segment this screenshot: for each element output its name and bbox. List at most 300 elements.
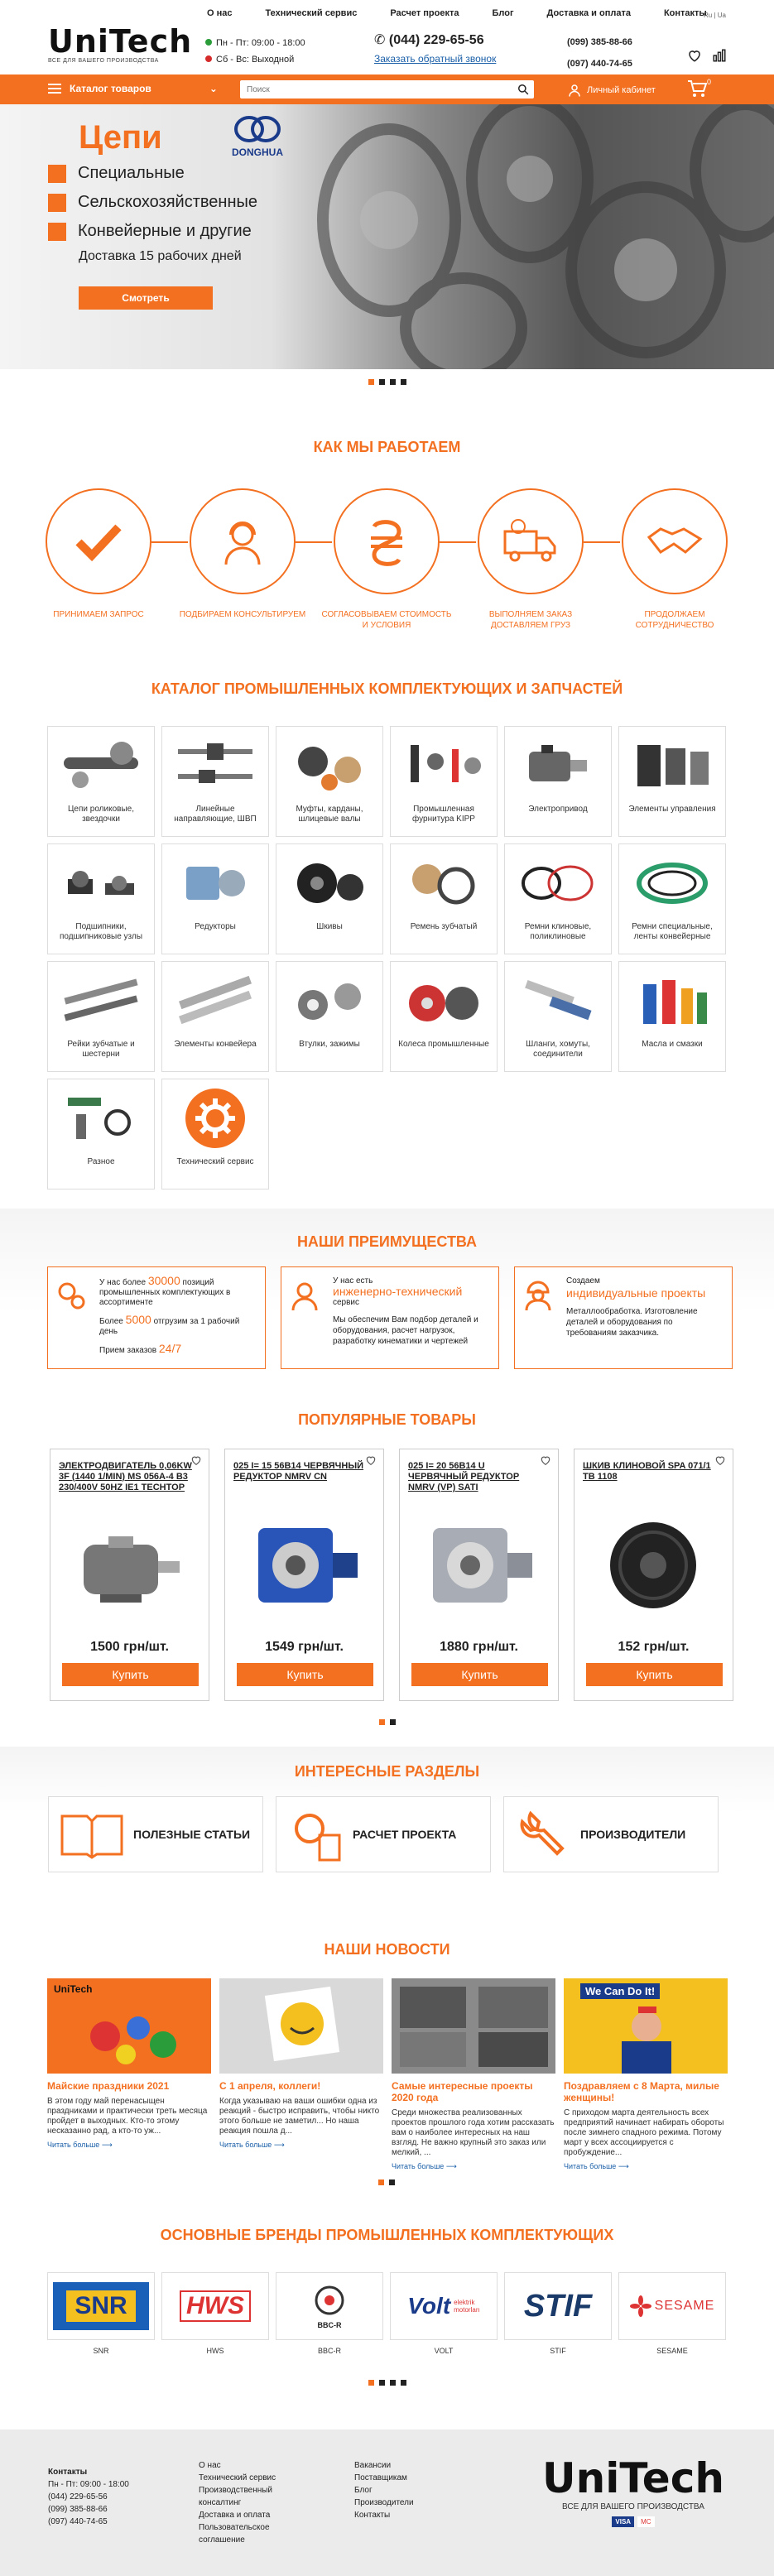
carousel-dot[interactable] [390, 379, 396, 385]
catalog-image [512, 849, 603, 917]
advantage-card [514, 1266, 733, 1369]
catalog-menu-button[interactable] [48, 83, 218, 94]
product-image [242, 1511, 366, 1619]
news-excerpt: В этом году май перенасыщен праздниками и практически треть месяца пройдет в выходных. Кто-то этому несказанно рад, а кто-то уж... [47, 2097, 208, 2136]
catalog-label: Колеса промышленные [398, 1040, 489, 1049]
user-icon [567, 83, 582, 98]
adv-text: позиций промышленных комплектующих в ассортименте [99, 1278, 231, 1307]
product-price: 152 грн/шт. [618, 1640, 690, 1654]
cart-count-badge: 0 [707, 78, 712, 86]
catalog-label: Элементы конвейера [174, 1040, 257, 1049]
carousel-dot[interactable] [401, 2380, 406, 2386]
how-title: КАК МЫ РАБОТАЕМ [313, 439, 461, 455]
carousel-dot[interactable] [390, 1719, 396, 1725]
catalog-image [55, 1084, 147, 1152]
payment-icons [542, 2516, 724, 2527]
sesame-flower-icon [630, 2295, 651, 2317]
steps-row [46, 488, 733, 630]
footer-logo[interactable] [542, 2454, 724, 2527]
mastercard-icon [637, 2516, 654, 2527]
catalog-image [627, 732, 718, 800]
read-more-link[interactable] [564, 2162, 629, 2170]
news-image[interactable] [47, 1978, 211, 2074]
news-image[interactable] [392, 1978, 555, 2074]
brand-card[interactable] [504, 2272, 612, 2355]
catalog-label: Редукторы [195, 922, 236, 931]
nav-blog[interactable]: Блог [492, 8, 514, 18]
compare-chart-icon[interactable] [712, 48, 727, 63]
arrow-right-icon: ⟶ [101, 2141, 113, 2149]
footer-link[interactable]: Контакты [354, 2511, 391, 2520]
catalog-image [170, 1084, 261, 1152]
catalog-image [55, 967, 147, 1035]
carousel-dot[interactable] [379, 1719, 385, 1725]
alt-phone-1[interactable]: (099) 385-88-66 [567, 37, 632, 47]
step-label: ВЫПОЛНЯЕМ ЗАКАЗ ДОСТАВЛЯЕМ ГРУЗ [488, 610, 573, 630]
news-headline[interactable]: Поздравляем с 8 Марта, милые женщины! [564, 2080, 719, 2103]
catalog-image [170, 732, 261, 800]
adv-text: У нас есть [333, 1276, 373, 1286]
catalog-image [55, 732, 147, 800]
footer-link[interactable]: Вакансии [354, 2461, 392, 2470]
brand-card[interactable] [161, 2272, 269, 2355]
search-icon[interactable] [517, 84, 529, 95]
adv-text: сервис [333, 1298, 360, 1307]
catalog-card[interactable] [504, 726, 612, 837]
hero-list-text: Конвейерные и другие [78, 222, 252, 240]
nav-tech-service[interactable]: Технический сервис [265, 8, 358, 18]
catalog-card[interactable] [47, 961, 155, 1072]
logo[interactable] [48, 23, 192, 64]
hero-list-item [48, 164, 257, 183]
footer [0, 2429, 774, 2576]
product-card [399, 1449, 559, 1701]
popular-title: ПОПУЛЯРНЫЕ ТОВАРЫ [298, 1411, 476, 1428]
catalog-card[interactable] [47, 843, 155, 954]
catalog-image [170, 849, 261, 917]
catalog-card[interactable] [504, 961, 612, 1072]
hero-title: Цепи [79, 119, 162, 156]
catalog-card[interactable] [504, 843, 612, 954]
brand-name: HWS [206, 2347, 224, 2355]
bullet-square-icon [48, 165, 66, 183]
adv-text: У нас более [99, 1278, 147, 1287]
news-title: НАШИ НОВОСТИ [324, 1941, 450, 1958]
catalog-grid [47, 726, 726, 1189]
calculator-gear-icon [286, 1805, 344, 1863]
work-hours [205, 35, 305, 68]
footer-phone[interactable]: (044) 229-65-56 [48, 2492, 108, 2502]
interesting-section [0, 1747, 774, 1879]
cart-button[interactable] [687, 78, 712, 102]
search-input[interactable] [240, 80, 505, 99]
news-row [47, 1978, 728, 2173]
footer-links-1 [199, 2459, 306, 2546]
bullet-square-icon [48, 194, 66, 212]
product-title[interactable]: ЭЛЕКТРОДВИГАТЕЛЬ 0,06KW 3F (1440 1/MIN) MS 056A-4 B3 230/400V 50HZ IE1 TECHTOP [59, 1461, 192, 1492]
catalog-card[interactable] [276, 726, 383, 837]
catalog-card[interactable] [618, 843, 726, 954]
product-image [67, 1511, 191, 1619]
brand-name: SNR [93, 2347, 109, 2355]
popular-section [0, 1411, 774, 1681]
account-link[interactable] [567, 83, 656, 98]
catalog-menu-label: Каталог товаров [70, 83, 151, 94]
adv-text: Прием заказов [99, 1346, 157, 1355]
brand-card[interactable] [276, 2272, 383, 2355]
brands-section [0, 2227, 774, 2355]
brand-logo-text: STIF [523, 2288, 593, 2324]
hero-list-item [48, 222, 257, 241]
adv-text: Создаем [566, 1276, 600, 1286]
consultant-headset-icon [216, 515, 269, 568]
hero-brand [232, 114, 283, 158]
catalog-label: Шкивы [316, 922, 343, 931]
carousel-dot[interactable] [379, 379, 385, 385]
brands-title: ОСНОВНЫЕ БРЕНДЫ ПРОМЫШЛЕННЫХ КОМПЛЕКТУЮЩИХ [160, 2227, 614, 2243]
buy-button[interactable]: Купить [62, 1663, 199, 1686]
tile-label: ПРОИЗВОДИТЕЛИ [580, 1828, 686, 1841]
arrow-line [151, 541, 188, 543]
brand-logo [47, 2272, 155, 2340]
brand-logo-text: BBC-R [317, 2320, 342, 2329]
catalog-image [170, 967, 261, 1035]
gears-icon [55, 1279, 88, 1312]
step-3-circle [334, 488, 440, 594]
delivery-truck-icon [502, 517, 560, 566]
catalog-card[interactable] [390, 843, 498, 954]
catalog-card[interactable] [161, 961, 269, 1072]
mastercard-label: MC [641, 2518, 651, 2526]
read-more-text: Читать больше [392, 2162, 445, 2170]
cart-icon [687, 79, 707, 98]
manufacturers-tile[interactable] [503, 1796, 719, 1872]
catalog-label: Элементы управления [628, 805, 716, 814]
product-image [416, 1511, 541, 1619]
main-phone-number: (044) 229-65-56 [388, 33, 484, 47]
news-headline[interactable]: Самые интересные проекты 2020 года [392, 2080, 533, 2103]
product-card [50, 1449, 209, 1701]
hamburger-icon [48, 84, 61, 94]
interesting-row [48, 1796, 719, 1872]
product-card [574, 1449, 733, 1701]
tile-label: РАСЧЕТ ПРОЕКТА [353, 1828, 457, 1841]
arrow-right-icon: ⟶ [618, 2162, 629, 2170]
catalog-label: Ремни специальные, ленты конвейерные [632, 922, 713, 941]
brand-name: BBC-R [317, 2347, 341, 2355]
search-box [240, 80, 534, 99]
catalog-card[interactable] [161, 726, 269, 837]
advantage-card [281, 1266, 499, 1369]
tile-label: ПОЛЕЗНЫЕ СТАТЬИ [133, 1828, 251, 1841]
catalog-label: Втулки, зажимы [299, 1040, 360, 1049]
news-headline[interactable]: Майские праздники 2021 [47, 2080, 170, 2092]
product-price: 1500 грн/шт. [90, 1640, 169, 1654]
news-image-caption: We Can Do It! [580, 1983, 660, 1999]
donghua-logo-icon [233, 114, 282, 144]
read-more-link[interactable] [392, 2162, 457, 2170]
read-more-text: Читать больше [219, 2141, 272, 2149]
carousel-dot[interactable] [389, 2180, 395, 2185]
advantages-title: НАШИ ПРЕИМУЩЕСТВА [296, 1233, 478, 1250]
brands-carousel-dots [0, 2380, 774, 2386]
carousel-dot[interactable] [378, 2180, 384, 2185]
news-section [0, 1941, 774, 2170]
product-price: 1880 грн/шт. [440, 1640, 518, 1654]
catalog-title: КАТАЛОГ ПРОМЫШЛЕННЫХ КОМПЛЕКТУЮЩИХ И ЗАПЧАСТЕЙ [151, 680, 623, 697]
product-title[interactable]: 025 I= 20 56B14 U ЧЕРВЯЧНЫЙ РЕДУКТОР NMRV (VP) SATI [408, 1461, 520, 1492]
gear-icon [184, 1087, 247, 1150]
catalog-card[interactable] [618, 726, 726, 837]
news-card [47, 1978, 211, 2173]
step-4-circle [478, 488, 584, 594]
footer-link[interactable]: О нас [199, 2461, 221, 2470]
catalog-bar [0, 74, 774, 104]
hero-delivery: Доставка 15 рабочих дней [79, 249, 242, 263]
footer-logo-text: UniTech [542, 2454, 724, 2502]
news-card [564, 1978, 728, 2173]
step-label: ПОДБИРАЕМ КОНСУЛЬТИРУЕМ [179, 610, 306, 619]
footer-contacts [48, 2466, 129, 2528]
hero-list-text: Специальные [78, 164, 185, 182]
catalog-label: Ремень зубчатый [410, 922, 478, 931]
catalog-image [398, 732, 489, 800]
visa-icon: VISA [612, 2516, 634, 2527]
arrow-right-icon: ⟶ [273, 2141, 285, 2149]
phone-icon: ✆ [374, 33, 386, 47]
hero-brand-name: DONGHUA [232, 147, 283, 158]
read-more-text: Читать больше [564, 2162, 617, 2170]
products-carousel-dots [0, 1719, 774, 1725]
nav-delivery[interactable]: Доставка и оплата [546, 8, 631, 18]
hryvnia-icon [366, 515, 407, 568]
arrow-line [584, 541, 620, 543]
hero-list [48, 164, 257, 251]
advantage-card [47, 1266, 266, 1369]
wrench-icon [514, 1805, 572, 1863]
brand-logo-text: SESAME [654, 2299, 715, 2313]
catalog-label: Муфты, карданы, шлицевые валы [296, 805, 363, 824]
bullet-square-icon [48, 223, 66, 241]
news-image-logo: UniTech [54, 1983, 93, 1995]
step-label: СОГЛАСОВЫВАЕМ СТОИМОСТЬ И УСЛОВИЯ [321, 610, 452, 630]
catalog-label: Подшипники, подшипниковые узлы [59, 922, 143, 941]
catalog-card[interactable] [390, 726, 498, 837]
catalog-card[interactable] [276, 961, 383, 1072]
catalog-label: Линейные направляющие, ШВП [174, 805, 257, 824]
header-icons [687, 48, 727, 63]
brand-logo [618, 2272, 726, 2340]
brand-logo [504, 2272, 612, 2340]
main-phone[interactable] [374, 31, 484, 48]
footer-link[interactable]: Пользовательское соглашение [199, 2523, 270, 2545]
logo-text: UniTech [48, 23, 193, 60]
alt-phone-2[interactable]: (097) 440-74-65 [567, 59, 632, 69]
wishlist-heart-icon[interactable] [687, 48, 702, 63]
catalog-image [627, 849, 718, 917]
catalog-label: Электропривод [528, 805, 588, 814]
footer-link[interactable]: Производственный консалтинг [199, 2486, 273, 2507]
brand-logo: Volt elektrik motorları [390, 2272, 498, 2340]
project-calc-tile[interactable] [276, 1796, 491, 1872]
closed-dot-icon [205, 55, 212, 62]
arrow-line [296, 541, 332, 543]
footer-link[interactable]: Блог [354, 2486, 373, 2495]
news-excerpt: С приходом марта деятельность всех предприятий начинает набирать обороты после зимнего спадного режима. Потому март у всех ассоциируется с пробуждение... [564, 2108, 724, 2157]
brand-logo [276, 2272, 383, 2340]
adv-number: 24/7 [158, 1342, 182, 1355]
advantages-row [47, 1266, 733, 1369]
catalog-image [284, 849, 375, 917]
catalog-image [55, 849, 147, 917]
worker-icon [522, 1279, 555, 1312]
footer-phone[interactable]: (099) 385-88-66 [48, 2505, 108, 2514]
adv-highlight: инженерно-технический [333, 1285, 463, 1298]
adv-text: Металлообработка. Изготовление деталей и оборудования по требованиям заказчика. [566, 1307, 698, 1338]
catalog-image [284, 732, 375, 800]
brands-row [47, 2272, 726, 2355]
product-image [591, 1511, 715, 1619]
read-more-link[interactable] [219, 2141, 285, 2149]
brand-card[interactable] [618, 2272, 726, 2355]
handshake-icon [646, 521, 704, 562]
catalog-image [512, 732, 603, 800]
adv-number: 5000 [125, 1313, 151, 1326]
hero-list-item [48, 193, 257, 212]
nav-project-calc[interactable]: Расчет проекта [390, 8, 459, 18]
footer-hours: Пн - Пт: 09:00 - 18:00 [48, 2480, 129, 2489]
hours-weekday: Пн - Пт: 09:00 - 18:00 [216, 38, 305, 48]
product-card [224, 1449, 384, 1701]
carousel-dot[interactable] [368, 379, 374, 385]
footer-link[interactable]: Производители [354, 2498, 414, 2507]
how-we-work [0, 439, 774, 630]
catalog-image [512, 967, 603, 1035]
read-more-text: Читать больше [47, 2141, 100, 2149]
checkmark-icon [74, 521, 123, 562]
chevron-down-icon: ⌄ [209, 83, 218, 94]
hours-weekend: Сб - Вс: Выходной [216, 55, 295, 65]
step-2-circle [190, 488, 296, 594]
product-title[interactable]: ШКИВ КЛИНОВОЙ SPA 071/1 TB 1108 [583, 1461, 711, 1482]
news-image[interactable] [564, 1978, 728, 2074]
news-carousel-dots [378, 2180, 395, 2185]
brand-name: VOLT [434, 2347, 454, 2355]
catalog-label: Технический сервис [176, 1157, 254, 1166]
footer-phone[interactable]: (097) 440-74-65 [48, 2517, 108, 2526]
brand-name: STIF [550, 2347, 566, 2355]
catalog-label: Разное [87, 1157, 115, 1166]
adv-text: отгрузим за 1 рабочий день [99, 1317, 240, 1336]
catalog-image [398, 967, 489, 1035]
book-icon [59, 1809, 125, 1859]
top-nav [207, 8, 707, 18]
brand-card[interactable] [47, 2272, 155, 2355]
adv-highlight: индивидуальные проекты [566, 1286, 706, 1300]
news-excerpt: Среди множества реализованных проектов прошлого года хотим рассказать вам о наиболее интересных на наш взгляд. Не важно крупный это заказ или мелкий, ... [392, 2108, 555, 2157]
carousel-dot[interactable] [390, 2380, 396, 2386]
buy-button[interactable]: Купить [586, 1663, 723, 1686]
brand-name: SESAME [656, 2347, 688, 2355]
footer-contacts-title: Контакты [48, 2468, 88, 2477]
buy-button[interactable]: Купить [237, 1663, 373, 1686]
catalog-label: Рейки зубчатые и шестерни [67, 1040, 135, 1059]
brand-logo-text: SNR [66, 2290, 135, 2322]
catalog-section [0, 680, 774, 1166]
arrow-line [440, 541, 476, 543]
engineer-icon [288, 1279, 321, 1312]
hero-view-button[interactable]: Смотреть [79, 286, 213, 310]
news-image[interactable] [219, 1978, 383, 2074]
nav-contacts[interactable]: Контакты [663, 8, 707, 18]
logo-tagline: ВСЕ ДЛЯ ВАШЕГО ПРОИЗВОДСТВА [48, 58, 159, 64]
step-5-circle [622, 488, 728, 594]
catalog-card[interactable] [390, 961, 498, 1072]
product-title[interactable]: 025 I= 15 56B14 ЧЕРВЯЧНЫЙ РЕДУКТОР NMRV CN [233, 1461, 364, 1482]
catalog-card[interactable] [161, 1079, 269, 1189]
callback-link[interactable]: Заказать обратный звонок [374, 53, 497, 65]
brand-logo-text: Volt [407, 2293, 451, 2319]
carousel-dot[interactable] [379, 2380, 385, 2386]
catalog-label: Ремни клиновые, поликлиновые [524, 922, 592, 941]
news-headline[interactable]: С 1 апреля, коллеги! [219, 2080, 321, 2092]
catalog-image [627, 967, 718, 1035]
product-price: 1549 грн/шт. [265, 1640, 344, 1654]
catalog-image [284, 967, 375, 1035]
carousel-dot[interactable] [401, 379, 406, 385]
lang-switch[interactable]: Ru | Ua [704, 12, 726, 19]
catalog-card[interactable] [47, 1079, 155, 1189]
brand-logo-text: HWS [180, 2290, 251, 2322]
brand-card[interactable] [390, 2272, 498, 2355]
catalog-card[interactable] [276, 843, 383, 954]
catalog-label: Масла и смазки [642, 1040, 703, 1049]
catalog-card[interactable] [47, 726, 155, 837]
footer-link[interactable]: Доставка и оплата [199, 2511, 271, 2520]
nav-about[interactable]: О нас [207, 8, 233, 18]
catalog-label: Цепи роликовые, звездочки [68, 805, 134, 824]
read-more-link[interactable] [47, 2141, 113, 2149]
catalog-label: Шланги, хомуты, соединители [526, 1040, 590, 1059]
catalog-card[interactable] [161, 843, 269, 954]
adv-text: Более [99, 1317, 123, 1326]
articles-tile[interactable] [48, 1796, 263, 1872]
news-card [392, 1978, 555, 2173]
adv-text: Мы обеспечим Вам подбор деталей и оборудования, расчет нагрузок, разработку кинематики и чертежей [333, 1315, 478, 1346]
carousel-dot[interactable] [368, 2380, 374, 2386]
footer-link[interactable]: Поставщикам [354, 2473, 407, 2482]
footer-logo-tagline: ВСЕ ДЛЯ ВАШЕГО ПРОИЗВОДСТВА [562, 2502, 704, 2511]
products-row [50, 1449, 733, 1701]
step-label: ПРИНИМАЕМ ЗАПРОС [53, 610, 144, 619]
advantages-section [0, 1209, 774, 1382]
catalog-card[interactable] [618, 961, 726, 1072]
open-dot-icon [205, 39, 212, 46]
brand-logo [161, 2272, 269, 2340]
news-excerpt: Когда указываю на ваши ошибки одна из реакций - быстро исправить, чтобы никто этого больше не заметил... Но наша реакция пошла д... [219, 2097, 380, 2136]
adv-number: 30000 [147, 1274, 180, 1287]
interesting-title: ИНТЕРЕСНЫЕ РАЗДЕЛЫ [294, 1763, 480, 1780]
arrow-right-icon: ⟶ [445, 2162, 457, 2170]
buy-button[interactable]: Купить [411, 1663, 548, 1686]
catalog-label: Промышленная фурнитура KIPP [412, 805, 475, 824]
step-1-circle [46, 488, 151, 594]
catalog-image [398, 849, 489, 917]
hero-carousel-dots [0, 379, 774, 385]
header [0, 0, 774, 74]
news-card [219, 1978, 383, 2173]
footer-link[interactable]: Технический сервис [199, 2473, 276, 2482]
